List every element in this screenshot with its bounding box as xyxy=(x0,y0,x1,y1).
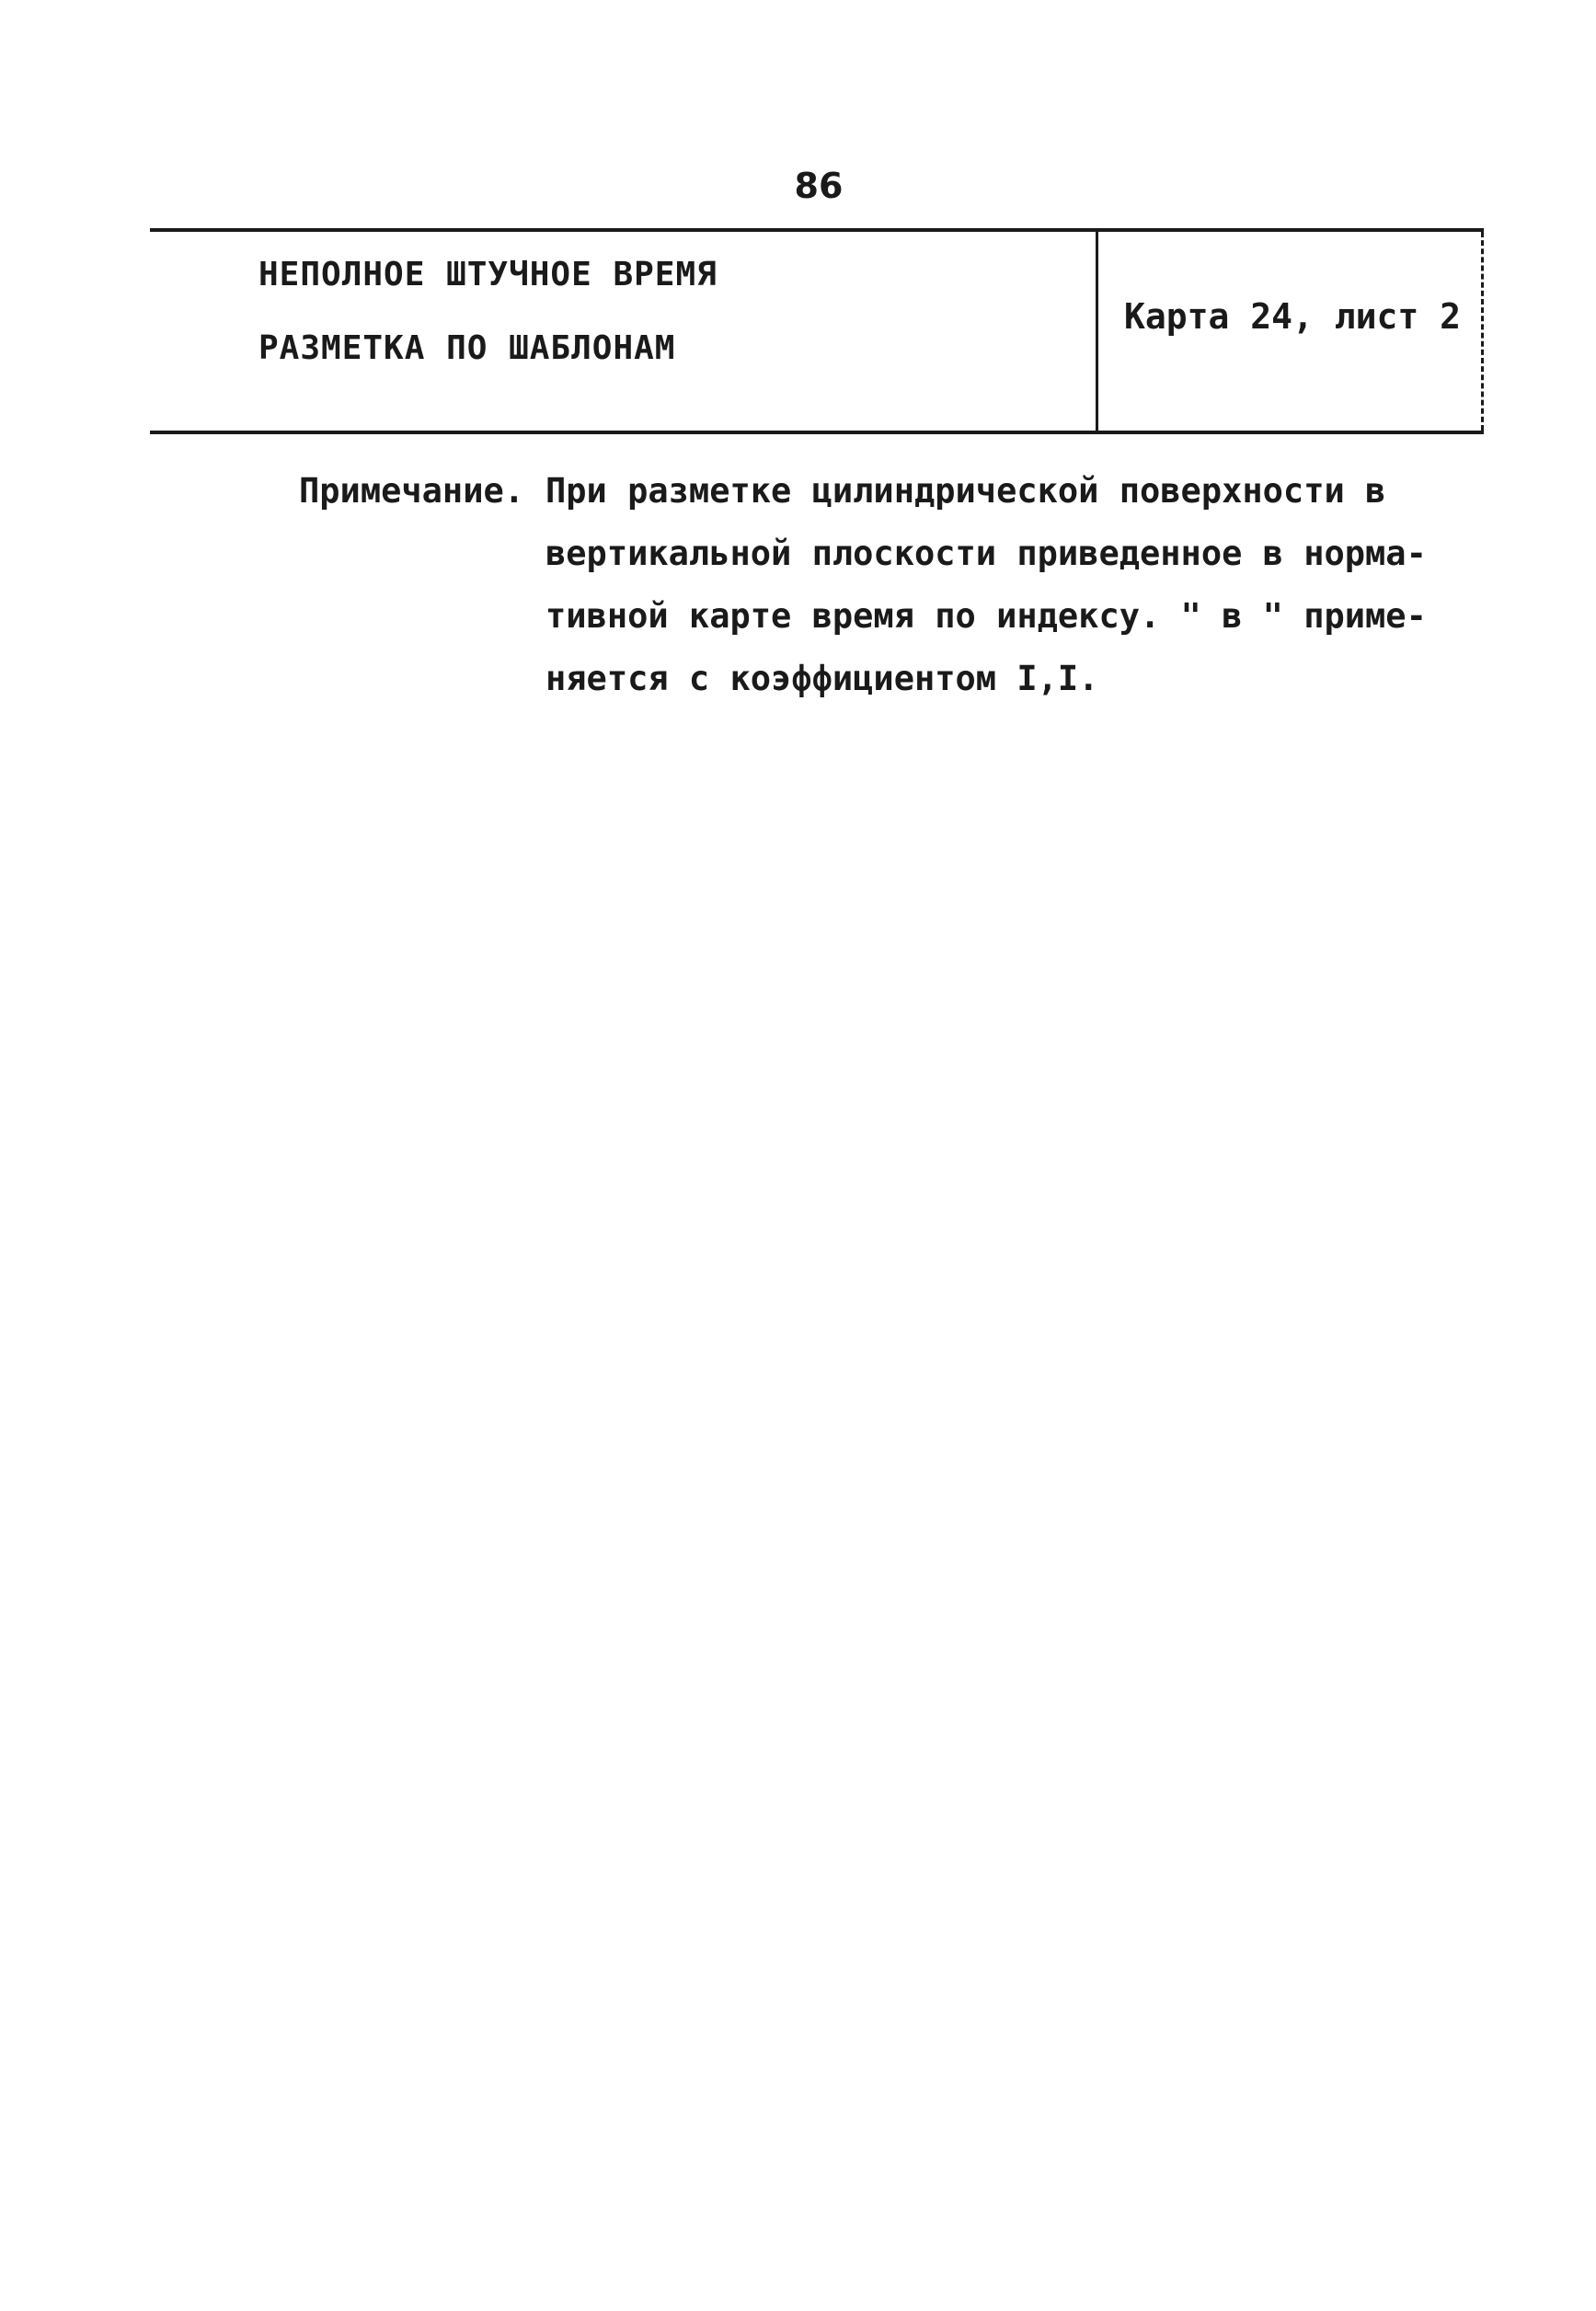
note-line-1: При разметке цилиндрической поверхности в xyxy=(545,471,1386,511)
header-title-cell xyxy=(150,232,1098,431)
note-line-2: вертикальной плоскости приведенное в норма- xyxy=(545,534,1427,573)
page-number: 86 xyxy=(794,166,844,206)
note-line-4: няется с коэффициентом I,I. xyxy=(545,659,1099,698)
card-reference: Карта 24, лист 2 xyxy=(1124,296,1462,337)
cut-line-divider xyxy=(1481,232,1484,431)
header-title-line-2: РАЗМЕТКА ПО ШАБЛОНАМ xyxy=(258,329,676,367)
note-text xyxy=(545,460,1475,710)
note-label: Примечание. xyxy=(299,471,525,511)
header-card-cell xyxy=(1098,232,1484,431)
header-table xyxy=(150,228,1484,434)
header-title-line-1: НЕПОЛНОЕ ШТУЧНОЕ ВРЕМЯ xyxy=(258,256,718,293)
note-line-3: тивной карте время по индексу. " в " приме- xyxy=(545,596,1427,636)
